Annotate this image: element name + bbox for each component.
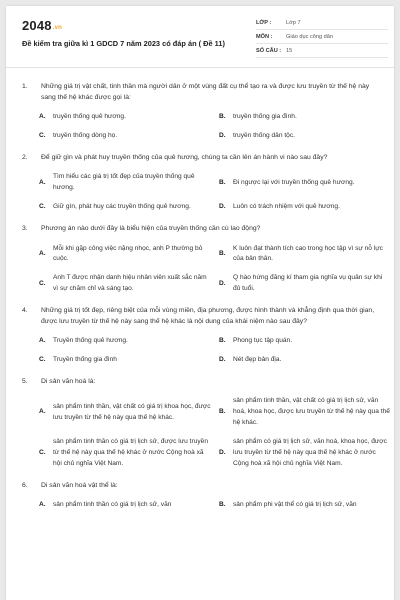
answer-options [22, 336, 378, 366]
answer-option-c[interactable] [39, 273, 211, 295]
exam-title: Đề kiểm tra giữa kì 1 GDCD 7 năm 2023 có đáp án ( Đề 11) [22, 39, 225, 48]
answer-options [22, 396, 390, 469]
answer-option-b[interactable] [219, 396, 391, 429]
answer-option-a[interactable] [39, 112, 211, 123]
exam-meta [256, 16, 388, 58]
answer-option-b[interactable] [219, 112, 391, 123]
option-letter: D. [219, 355, 226, 363]
option-letter: A. [39, 337, 46, 345]
question-text: Để giữ gìn và phát huy truyền thống của quê hương, chúng ta cần lên án hành vi nào sau đây? [41, 153, 328, 161]
option-letter: C. [39, 203, 46, 211]
option-text: Đi ngược lại với truyền thống quê hương. [233, 178, 355, 186]
option-letter: C. [39, 279, 46, 287]
option-letter: A. [39, 113, 46, 121]
option-text: truyền thống dân tộc. [233, 131, 295, 139]
option-text: sản phẩm tinh thần, vật chất có giá trị lịch sử, văn hoá, khoa học, được lưu truyền từ thế hệ này qua thế hệ khác. [233, 397, 390, 427]
option-text: sản phẩm có giá trị lịch sử, văn hoá, khoa học, được lưu truyền từ thế hệ này qua thế hệ khác ở nước Cộng hoà xã hội chủ nghĩa Việt Nam. [233, 437, 387, 467]
question-text: Di sản văn hoá là: [41, 377, 96, 385]
question-text: Phương án nào dưới đây là biểu hiện của truyền thống cần cù lao động? [41, 224, 261, 232]
meta-label: LỚP : [256, 19, 272, 26]
option-text: truyền thống gia đình. [233, 113, 297, 121]
option-text: Mỗi khi gặp công việc nặng nhọc, anh P thường bỏ cuộc. [53, 244, 203, 263]
meta-label: SỐ CÂU : [256, 47, 282, 54]
option-text: Anh T được nhận danh hiệu nhân viên xuất sắc năm vì sự chăm chỉ và sáng tạo. [53, 274, 207, 293]
meta-value: Giáo dục công dân [286, 33, 333, 40]
option-text: sản phẩm tinh thần có giá trị lịch sử, được lưu truyền từ thế hệ này qua thế hệ khác ở nước Cộng hoà xã hội chủ nghĩa Việt Nam. [53, 437, 209, 467]
option-letter: D. [219, 279, 226, 287]
answer-option-a[interactable] [39, 172, 211, 194]
question-4 [22, 306, 378, 366]
option-letter: D. [219, 131, 226, 139]
option-text: truyền thống quê hương. [53, 113, 126, 121]
option-text: Giữ gìn, phát huy các truyền thống quê hương. [53, 203, 191, 211]
meta-value: Lớp 7 [286, 19, 301, 26]
answer-option-b[interactable] [219, 336, 391, 347]
site-logo[interactable]: 2048.vn [22, 18, 63, 33]
page-header [6, 6, 394, 68]
option-letter: B. [219, 408, 226, 416]
option-text: Truyền thống gia đình [53, 355, 117, 363]
meta-value: 15 [286, 47, 293, 54]
option-letter: A. [39, 501, 46, 509]
option-text: sản phẩm tinh thần có giá trị lịch sử, văn [53, 501, 172, 509]
question-6 [22, 481, 378, 511]
question-number: 1. [22, 83, 28, 90]
question-number: 2. [22, 153, 28, 161]
answer-option-c[interactable] [39, 131, 211, 142]
answer-option-b[interactable] [219, 172, 391, 194]
question-number: 6. [22, 481, 28, 489]
answer-option-d[interactable] [219, 131, 391, 142]
answer-option-a[interactable] [39, 244, 211, 266]
option-text: sản phẩm tinh thần, vật chất có giá trị khoa học, được lưu truyền từ thế hệ này qua thế hệ khác. [53, 402, 211, 421]
meta-row-count [256, 44, 388, 58]
option-letter: C. [39, 131, 46, 139]
option-letter: B. [219, 113, 226, 121]
option-text: Luôn có trách nhiệm với quê hương. [233, 203, 340, 211]
question-text: Di sản văn hoá vật thể là: [41, 481, 118, 489]
question-number: 5. [22, 377, 28, 385]
option-text: Q hào hứng đăng kí tham gia nghĩa vụ quân sự khi đủ tuổi. [233, 274, 383, 293]
option-letter: B. [219, 178, 226, 186]
question-list [6, 68, 394, 511]
option-text: truyền thống dòng họ. [53, 131, 118, 139]
answer-option-b[interactable] [219, 244, 391, 266]
option-text: K luôn đạt thành tích cao trong học tập vì sự nỗ lực của bản thân. [233, 244, 383, 263]
option-letter: B. [219, 501, 226, 509]
meta-row-class [256, 16, 388, 30]
option-text: Nét đẹp bản địa. [233, 355, 282, 363]
question-3 [22, 224, 383, 295]
answer-option-d[interactable] [219, 202, 391, 213]
question-5 [22, 377, 390, 470]
answer-option-d[interactable] [219, 273, 391, 295]
answer-options [22, 500, 378, 511]
answer-option-a[interactable] [39, 500, 211, 511]
option-letter: D. [219, 203, 226, 211]
answer-option-d[interactable] [219, 355, 391, 366]
exam-page [6, 6, 394, 600]
option-text: Tìm hiểu các giá trị tốt đẹp của truyền thống quê hương. [53, 173, 195, 192]
option-text: Phong tục tập quán. [233, 337, 293, 345]
meta-row-subject [256, 30, 388, 44]
answer-option-c[interactable] [39, 355, 211, 366]
answer-option-a[interactable] [39, 396, 211, 429]
answer-options [22, 244, 383, 296]
option-text: sản phẩm phi vật thể có giá trị lịch sử, văn [233, 501, 357, 509]
question-1 [22, 82, 378, 142]
question-number: 4. [22, 307, 28, 314]
option-letter: A. [39, 249, 46, 257]
answer-option-d[interactable] [219, 437, 391, 470]
question-2 [22, 153, 378, 213]
answer-option-c[interactable] [39, 437, 211, 470]
option-letter: D. [219, 448, 226, 456]
option-letter: B. [219, 337, 226, 345]
option-letter: C. [39, 355, 46, 363]
answer-option-b[interactable] [219, 500, 391, 511]
option-letter: B. [219, 249, 226, 257]
answer-options [22, 172, 378, 213]
answer-option-c[interactable] [39, 202, 211, 213]
answer-options [22, 112, 378, 142]
question-text: Những giá trị tốt đẹp, riêng biệt của mỗi vùng miền, địa phương, được hình thành và khẳng định qua thời gian, được lưu truyền từ thế hệ này sang thế hệ khác là nội dung của khái niệm nào sau đây? [41, 307, 375, 325]
question-number: 3. [22, 224, 28, 232]
meta-label: MÔN : [256, 33, 273, 40]
option-letter: C. [39, 448, 46, 456]
option-letter: A. [39, 408, 46, 416]
option-letter: A. [39, 178, 46, 186]
question-text: Những giá trị vật chất, tinh thần mà người dân ở một vùng đất cụ thể tạo ra và được lưu truyền từ thế hệ này sang thế hệ khác được gọi là: [41, 83, 370, 101]
option-text: Truyền thống quê hương. [53, 337, 128, 345]
answer-option-a[interactable] [39, 336, 211, 347]
